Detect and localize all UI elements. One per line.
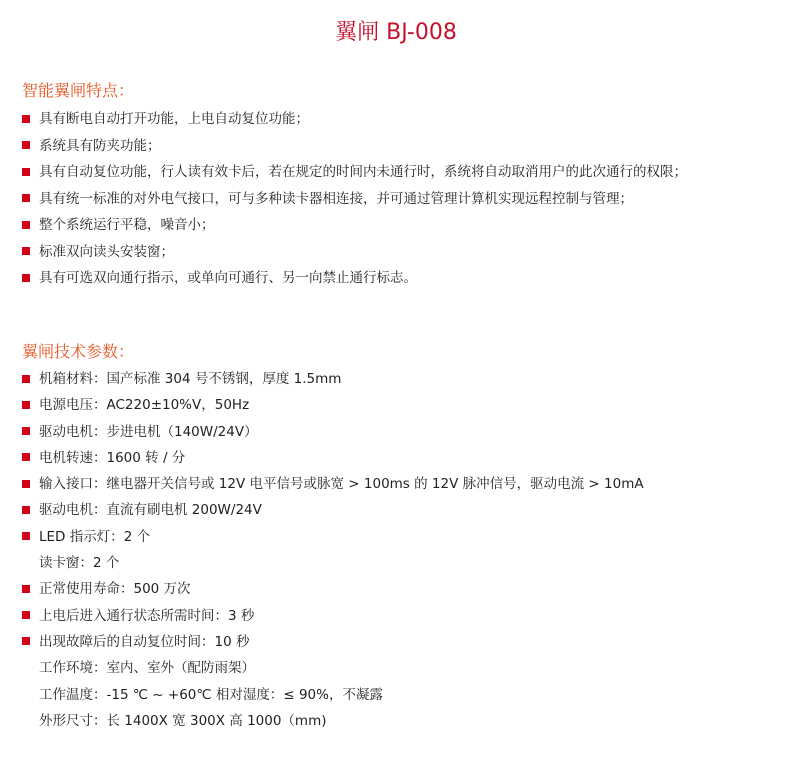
square-bullet-icon [22, 427, 30, 435]
square-bullet-icon [22, 194, 30, 202]
params-heading: 翼闸技术参数： [22, 342, 135, 361]
square-bullet-icon [22, 480, 30, 488]
square-bullet-icon [22, 532, 30, 540]
square-bullet-icon [22, 611, 30, 619]
square-bullet-icon [22, 168, 30, 176]
square-bullet-icon [22, 115, 30, 123]
square-bullet-icon [22, 375, 30, 383]
square-bullet-icon [22, 401, 30, 409]
square-bullet-icon [22, 637, 30, 645]
square-bullet-icon [22, 141, 30, 149]
square-bullet-icon [22, 221, 30, 229]
square-bullet-icon [22, 247, 30, 255]
square-bullet-icon [22, 274, 30, 282]
square-bullet-icon [22, 585, 30, 593]
page-title: 翼闸 BJ-008 [335, 20, 457, 45]
square-bullet-icon [22, 453, 30, 461]
features-heading: 智能翼闸特点： [22, 81, 135, 100]
square-bullet-icon [22, 506, 30, 514]
